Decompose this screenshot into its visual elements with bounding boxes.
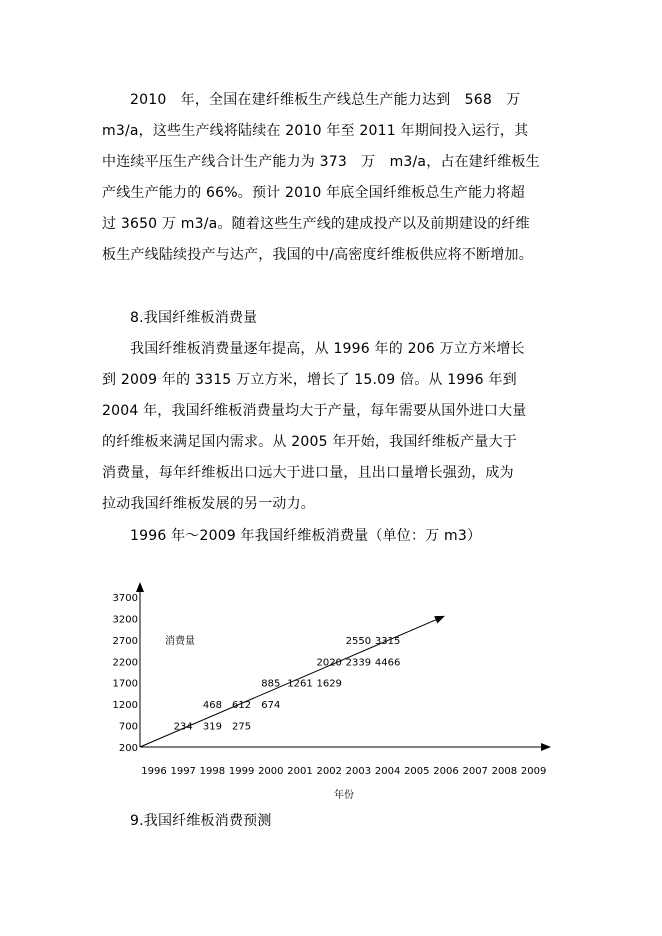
text-line: 产线生产能力的 66%。预计 2010 年底全国纤维板总生产能力将超 — [102, 185, 525, 201]
series-label: 消费量 — [165, 635, 195, 647]
data-label: 1261 — [287, 678, 313, 690]
chart-svg — [0, 575, 662, 815]
x-tick-label: 2007 — [462, 766, 488, 777]
data-label: 674 — [261, 700, 281, 712]
x-tick-label: 1999 — [228, 766, 255, 777]
x-tick-label: 1997 — [170, 766, 196, 777]
y-tick-label: 2200 — [112, 657, 138, 669]
x-tick-label: 1998 — [199, 766, 226, 777]
x-tick-label: 1996 — [141, 766, 167, 777]
data-label: 468 — [202, 700, 222, 712]
text-line: 板生产线陆续投产与达产，我国的中/高密度纤维板供应将不断增加。 — [102, 247, 533, 263]
x-tick-label: 2001 — [287, 766, 313, 777]
x-tick-label: 2009 — [520, 766, 547, 777]
data-label: 2339 — [345, 657, 372, 669]
x-axis-label: 年份 — [334, 790, 354, 801]
data-label: 319 — [202, 721, 222, 733]
section-heading-8: 8.我国纤维板消费量 — [130, 310, 258, 326]
text-line: 2004 年，我国纤维板消费量均大于产量，每年需要从国外进口大量 — [102, 403, 527, 419]
text-line: 中连续平压生产线合计生产能力为 373 万 m3/a，占在建纤维板生 — [102, 154, 540, 170]
section-heading-9: 9.我国纤维板消费预测 — [130, 813, 272, 829]
text-line: 到 2009 年的 3315 万立方米，增长了 15.09 倍。从 1996 年到 — [102, 372, 517, 388]
data-label: 234 — [173, 721, 193, 733]
y-tick-label: 3200 — [112, 614, 138, 626]
consumption-chart — [0, 575, 662, 815]
y-tick-label: 2700 — [112, 635, 138, 647]
text-line: 的纤维板来满足国内需求。从 2005 年开始，我国纤维板产量大于 — [102, 434, 517, 450]
data-label: 3315 — [374, 635, 401, 647]
data-label: 2020 — [316, 657, 342, 669]
x-tick-label: 2000 — [258, 766, 284, 777]
data-label: 4466 — [374, 657, 401, 669]
text-line: 过 3650 万 m3/a。随着这些生产线的建成投产以及前期建设的纤维 — [102, 216, 530, 232]
x-tick-label: 2002 — [316, 766, 342, 777]
data-label: 275 — [232, 721, 252, 733]
y-tick-label: 1700 — [112, 678, 138, 690]
data-label: 2550 — [345, 635, 372, 647]
text-line: m3/a，这些生产线将陆续在 2010 年至 2011 年期间投入运行，其 — [102, 123, 529, 139]
chart-caption: 1996 年～2009 年我国纤维板消费量（单位：万 m3） — [130, 528, 482, 544]
y-tick-label: 700 — [118, 721, 138, 733]
x-tick-label: 2005 — [404, 766, 430, 777]
x-tick-label: 2008 — [491, 766, 518, 777]
data-label: 1629 — [316, 678, 342, 690]
text-line: 消费量，每年纤维板出口远大于进口量，且出口量增长强劲，成为 — [102, 465, 514, 481]
y-tick-label: 1200 — [112, 700, 138, 712]
text-line: 我国纤维板消费量逐年提高，从 1996 年的 206 万立方米增长 — [130, 341, 525, 357]
data-label: 612 — [232, 700, 252, 712]
x-tick-label: 2003 — [345, 766, 372, 777]
y-tick-label: 3700 — [112, 593, 138, 604]
text-line: 拉动我国纤维板发展的另一动力。 — [102, 496, 315, 512]
x-tick-label: 2004 — [374, 766, 401, 777]
y-tick-label: 200 — [118, 743, 138, 754]
x-tick-label: 2006 — [433, 766, 459, 777]
text-line: 2010 年，全国在建纤维板生产线总生产能力达到 568 万 — [130, 92, 521, 108]
data-label: 885 — [261, 678, 281, 690]
